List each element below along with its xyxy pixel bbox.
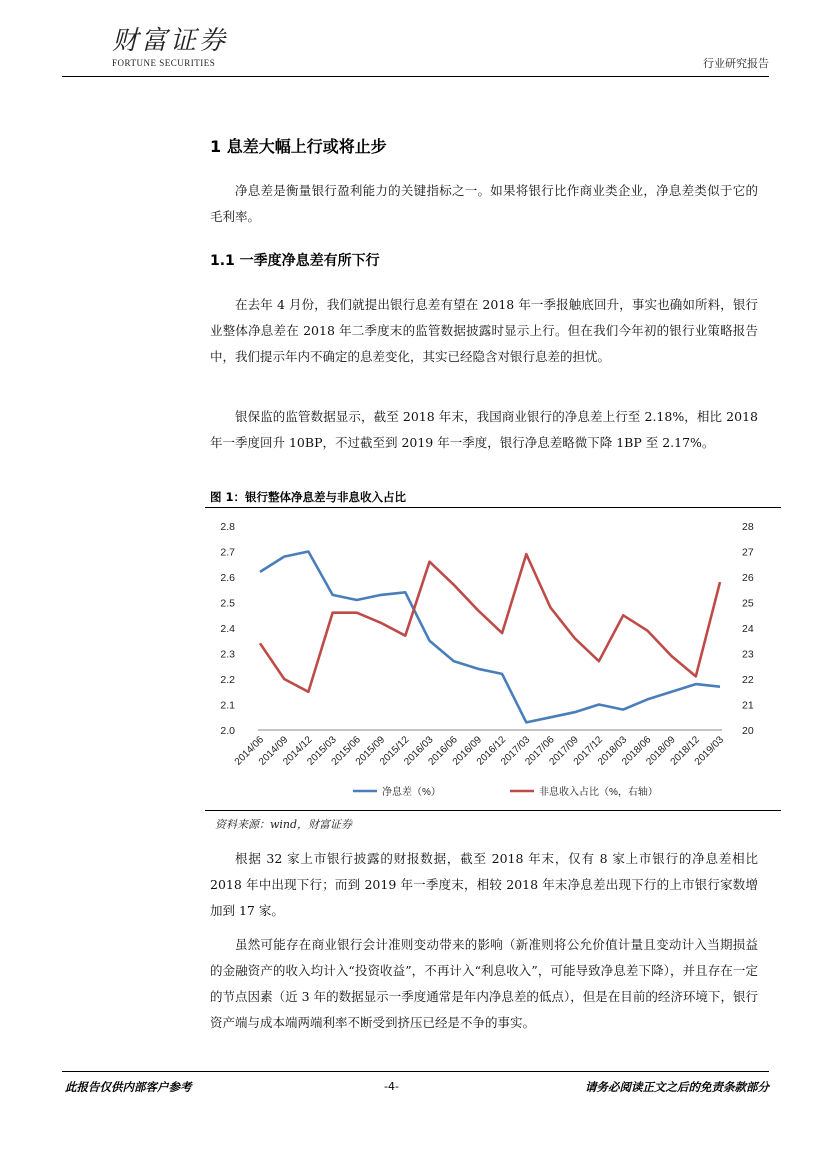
body-paragraph-3: 根据 32 家上市银行披露的财报数据，截至 2018 年末，仅有 8 家上市银行的净息差相比 2018 年中出现下行；而到 2019 年一季度末，相较 2018 年末净息差出现下行的上市银行家数增加到 17 家。 [210,851,758,918]
right-y-tick-label: 27 [742,546,754,559]
legend [353,785,658,798]
page-number: -4- [384,1080,399,1093]
section-1-1-paragraph-1: 在去年 4 月份，我们就提出银行息差有望在 2018 年一季报触底回升，事实也确如所料，银行业整体净息差在 2018 年二季度末的监管数据披露时显示上行。但在我们今年初的银行业策略报告中，我们提示年内不确定的息差变化，其实已经隐含对银行息差的担忧。 [210,297,758,364]
right-y-tick-label: 21 [742,699,754,712]
logo-chinese-name: 财富证券 [112,26,229,56]
section-1-1-paragraph-2: 银保监的监管数据显示，截至 2018 年末，我国商业银行的净息差上行至 2.18%，相比 2018 年一季度回升 10BP，不过截至到 2019 年一季度，银行净息差略微下降 1BP 至 2.17%。 [210,409,758,450]
left-y-tick-label: 2.7 [220,546,235,559]
right-y-tick-label: 28 [742,521,754,533]
x-tick-label: 2015/03 [305,734,339,768]
x-tick-label: 2016/12 [474,734,509,768]
x-tick-label: 2014/12 [281,734,315,768]
section-1-intro-paragraph: 净息差是衡量银行盈利能力的关键指标之一。如果将银行比作商业类企业，净息差类似于它的毛利率。 [210,183,758,224]
x-tick-label: 2014/09 [256,734,291,768]
x-tick-label: 2015/12 [378,734,412,768]
right-y-tick-label: 25 [742,597,754,610]
left-y-tick-label: 2.1 [220,699,235,712]
right-y-tick-label: 26 [742,572,754,584]
x-tick-label: 2018/09 [644,734,678,768]
x-axis-labels [233,734,727,768]
x-tick-label: 2014/06 [232,734,267,768]
figure-source: 资料来源：wind，财富证券 [215,818,353,831]
x-tick-label: 2015/09 [353,734,388,768]
left-y-tick-label: 2.5 [220,597,235,610]
left-y-tick-label: 2.0 [220,725,235,737]
section-1-1-heading: 1.1 一季度净息差有所下行 [210,253,380,269]
x-tick-label: 2016/03 [402,734,436,768]
x-tick-label: 2017/09 [547,734,581,768]
left-y-axis-labels [220,521,235,737]
x-tick-label: 2017/06 [523,734,557,768]
series-line-net-interest-margin [260,552,720,723]
left-y-tick-label: 2.2 [220,674,235,686]
left-y-tick-label: 2.8 [220,521,235,533]
section-1-heading: 1 息差大幅上行或将止步 [210,137,387,156]
x-tick-label: 2015/06 [329,734,363,768]
right-y-tick-label: 24 [742,623,754,635]
legend-label: 非息收入占比（%，右轴） [539,787,658,798]
x-tick-label: 2018/12 [668,734,702,768]
line-chart [205,508,781,808]
x-tick-label: 2017/03 [499,734,533,768]
x-tick-label: 2018/06 [620,734,654,768]
footer-disclaimer-right: 请务必阅读正文之后的免责条款部分 [585,1080,769,1094]
right-y-axis-labels [742,521,754,737]
right-y-tick-label: 23 [742,648,754,661]
series-lines [260,552,720,723]
x-tick-label: 2016/09 [450,734,485,768]
logo-english-name: FORTUNE SECURITIES [112,58,216,68]
right-y-tick-label: 20 [742,725,754,737]
header-divider [62,76,769,77]
footer-disclaimer-left: 此报告仅供内部客户参考 [65,1080,192,1094]
left-y-tick-label: 2.3 [220,648,235,661]
left-y-tick-label: 2.6 [220,572,235,584]
x-tick-label: 2018/03 [595,734,630,768]
body-paragraph-4: 虽然可能存在商业银行会计准则变动带来的影响（新准则将公允价值计量且变动计入当期损益的金融资产的收入均计入“投资收益”，不再计入“利息收入”，可能导致净息差下降），并且存在一定的节点因素（近 3 年的数据显示一季度通常是年内净息差的低点），但是在目前的经济环境下，银行资产端与成本端两端利率不断受到挤压已经是不争的事实。 [210,937,758,1030]
footer-divider [62,1071,769,1072]
right-y-tick-label: 22 [742,674,754,686]
figure-title: 图 1：银行整体净息差与非息收入占比 [210,490,407,504]
x-tick-label: 2016/06 [426,734,460,768]
figure-bottom-rule [205,810,781,811]
left-y-tick-label: 2.4 [220,623,235,635]
company-logo [112,20,228,68]
legend-label: 净息差（%） [382,787,441,798]
x-tick-label: 2019/03 [692,734,727,768]
report-type-label: 行业研究报告 [703,57,769,70]
x-tick-label: 2017/12 [571,734,606,768]
